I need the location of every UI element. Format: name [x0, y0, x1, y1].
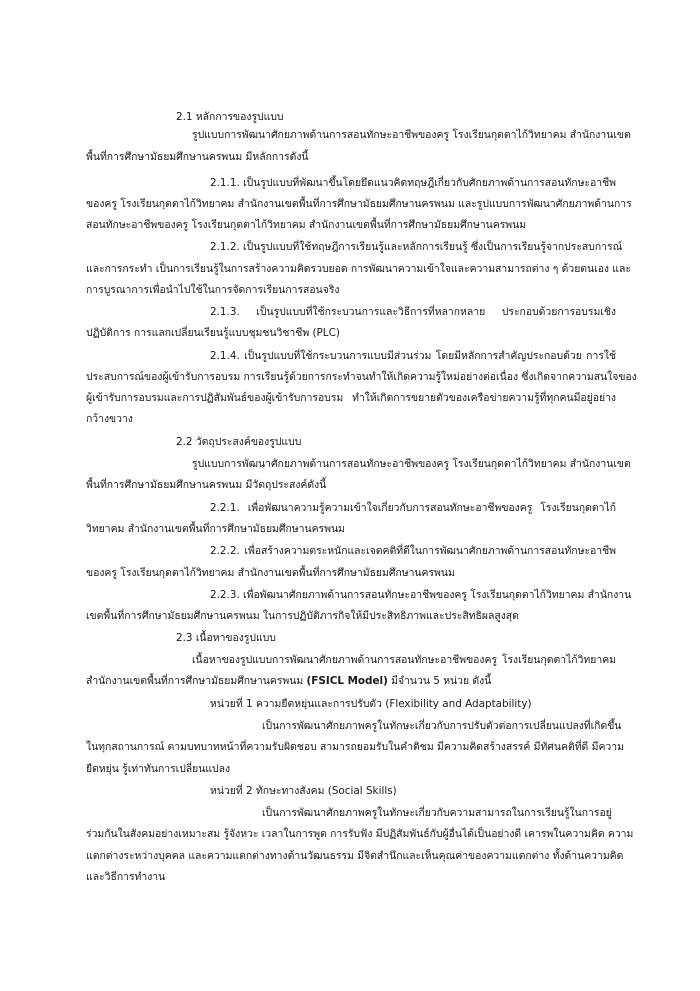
item-2-2-3-line: เขตพื้นที่การศึกษามัธยมศึกษานครพนม ในการปฏิบัติภารกิจให้มีประสิทธิภาพและประสิทธิผลสูงสุด [86, 610, 519, 622]
item-2-1-2-line: 2.1.2. เป็นรูปแบบที่ใช้ทฤษฎีการเรียนรู้และหลักการเรียนรู้ ซึ่งเป็นการเรียนรู้จากประสบการณ์ [210, 241, 623, 253]
unit-2-line: ร่วมกันในสังคมอย่างเหมาะสม รู้จังหวะ เวลาในการพูด การรับฟัง มีปฏิสัมพันธ์กับผู้อื่นได้เป็นอย่างดี เคารพในความคิด ความ [86, 828, 634, 840]
item-2-1-2-line: และการกระทำ เป็นการเรียนรู้ในการสร้างความคิดรวบยอด การพัฒนาความเข้าใจและความสามารถต่าง ๆ ด้วยตนเอง และ [86, 263, 631, 275]
item-2-2-1-line: วิทยาคม สำนักงานเขตพื้นที่การศึกษามัธยมศึกษานครพนม [86, 523, 345, 535]
section-2-3-heading: 2.3 เนื้อหาของรูปแบบ [176, 632, 276, 644]
item-2-1-1-line: 2.1.1. เป็นรูปแบบที่พัฒนาขึ้นโดยยึดแนวคิดทฤษฎีเกี่ยวกับศักยภาพด้านการสอนทักษะอาชีพ [210, 177, 616, 189]
item-2-1-1-line: สอนทักษะอาชีพของครู โรงเรียนกุดตาไก้วิทยาคม สำนักงานเขตพื้นที่การศึกษามัธยมศึกษานครพนม [86, 219, 527, 231]
item-2-1-2-line: การบูรณาการเพื่อนำไปใช้ในการจัดการเรียนการสอนจริง [86, 284, 340, 296]
unit-1-line: ในทุกสถานการณ์ ตามบทบาทหน้าที่ความรับผิดชอบ สามารถยอมรับในคำติชม มีความคิดสร้างสรรค์ มีทัศนคติที่ดี มีความ [86, 741, 624, 753]
item-2-2-3-line: 2.2.3. เพื่อพัฒนาศักยภาพด้านการสอนทักษะอาชีพของครู โรงเรียนกุดตาไก้วิทยาคม สำนักงาน [210, 589, 632, 601]
item-2-2-1-line: 2.2.1. เพื่อพัฒนาความรู้ความเข้าใจเกี่ยวกับการสอนทักษะอาชีพของครู โรงเรียนกุดตาไก้ [210, 502, 616, 514]
section-2-1-heading: 2.1 หลักการของรูปแบบ [176, 111, 284, 123]
model-name: (FSICL Model) [306, 675, 388, 687]
intro-text: สำนักงานเขตพื้นที่การศึกษามัธยมศึกษานครพนม [86, 675, 307, 687]
section-2-3-intro-line: เนื้อหาของรูปแบบการพัฒนาศักยภาพด้านการสอนทักษะอาชีพของครู โรงเรียนกุดตาไก้วิทยาคม [192, 654, 616, 666]
section-2-2-intro-line: พื้นที่การศึกษามัธยมศึกษานครพนม มีวัตถุประสงค์ดังนี้ [86, 479, 327, 491]
item-2-1-3-line: ปฏิบัติการ การแลกเปลี่ยนเรียนรู้แบบชุมชนวิชาชีพ (PLC) [86, 327, 340, 339]
item-2-1-4-line: ประสบการณ์ของผู้เข้ารับการอบรม การเรียนรู้ด้วยการกระทำจนทำให้เกิดความรู้ใหม่อย่างต่อเนื่อง ซึ่งเกิดจากความสนใจของ [86, 371, 637, 383]
unit-2-line: แตกต่างระหว่างบุคคล และความแตกต่างทางด้านวัฒนธรรม มีจิตสำนึกและเห็นคุณค่าของความแตกต่าง ทั้งด้านความคิด [86, 850, 624, 862]
item-2-1-1-line: ของครู โรงเรียนกุดตาไก้วิทยาคม สำนักงานเขตพื้นที่การศึกษามัธยมศึกษานครพนม และรูปแบบการพัฒนาศักยภาพด้านการ [86, 198, 632, 210]
unit-2-title: หน่วยที่ 2 ทักษะทางสังคม (Social Skills) [210, 785, 397, 797]
item-2-1-4-line: กว้างขวาง [86, 413, 133, 425]
item-2-2-2-line: ของครู โรงเรียนกุดตาไก้วิทยาคม สำนักงานเขตพื้นที่การศึกษามัธยมศึกษานครพนม [86, 567, 455, 579]
item-2-1-4-line: 2.1.4. เป็นรูปแบบที่ใช้กระบวนการแบบมีส่วนร่วม โดยมีหลักการสำคัญประกอบด้วย การใช้ [210, 350, 616, 362]
section-2-3-intro-line [86, 674, 491, 688]
section-2-2-intro-line: รูปแบบการพัฒนาศักยภาพด้านการสอนทักษะอาชีพของครู โรงเรียนกุดตาไก้วิทยาคม สำนักงานเขต [192, 458, 631, 470]
item-2-1-3-line: 2.1.3. เป็นรูปแบบที่ใช้กระบวนการและวิธีการที่หลากหลาย ประกอบด้วยการอบรมเชิง [210, 306, 616, 318]
unit-1-line: ยืดหยุ่น รู้เท่าทันการเปลี่ยนแปลง [86, 763, 231, 775]
unit-2-line: และวิธีการทำงาน [86, 871, 166, 883]
unit-1-title: หน่วยที่ 1 ความยืดหยุ่นและการปรับตัว (Flexibility and Adaptability) [210, 698, 532, 710]
unit-1-line: เป็นการพัฒนาศักยภาพครูในทักษะเกี่ยวกับการปรับตัวต่อการเปลี่ยนแปลงที่เกิดขึ้น [262, 720, 622, 732]
section-2-1-intro-line: รูปแบบการพัฒนาศักยภาพด้านการสอนทักษะอาชีพของครู โรงเรียนกุดตาไก้วิทยาคม สำนักงานเขต [192, 129, 631, 141]
unit-2-line: เป็นการพัฒนาศักยภาพครูในทักษะเกี่ยวกับความสามารถในการเรียนรู้ในการอยู่ [262, 807, 612, 819]
section-2-1-intro-line: พื้นที่การศึกษามัธยมศึกษานครพนม มีหลักการดังนี้ [86, 151, 309, 163]
intro-text: มีจำนวน 5 หน่วย ดังนี้ [387, 675, 492, 687]
section-2-2-heading: 2.2 วัตถุประสงค์ของรูปแบบ [176, 436, 302, 448]
item-2-1-4-line: ผู้เข้ารับการอบรมและการปฏิสัมพันธ์ของผู้เข้ารับการอบรม ทำให้เกิดการขยายตัวของเครือข่ายความรู้ที่ทุกคนมีอยู่อย่าง [86, 392, 616, 404]
item-2-2-2-line: 2.2.2. เพื่อสร้างความตระหนักและเจตคติที่ดีในการพัฒนาศักยภาพด้านการสอนทักษะอาชีพ [210, 545, 616, 557]
